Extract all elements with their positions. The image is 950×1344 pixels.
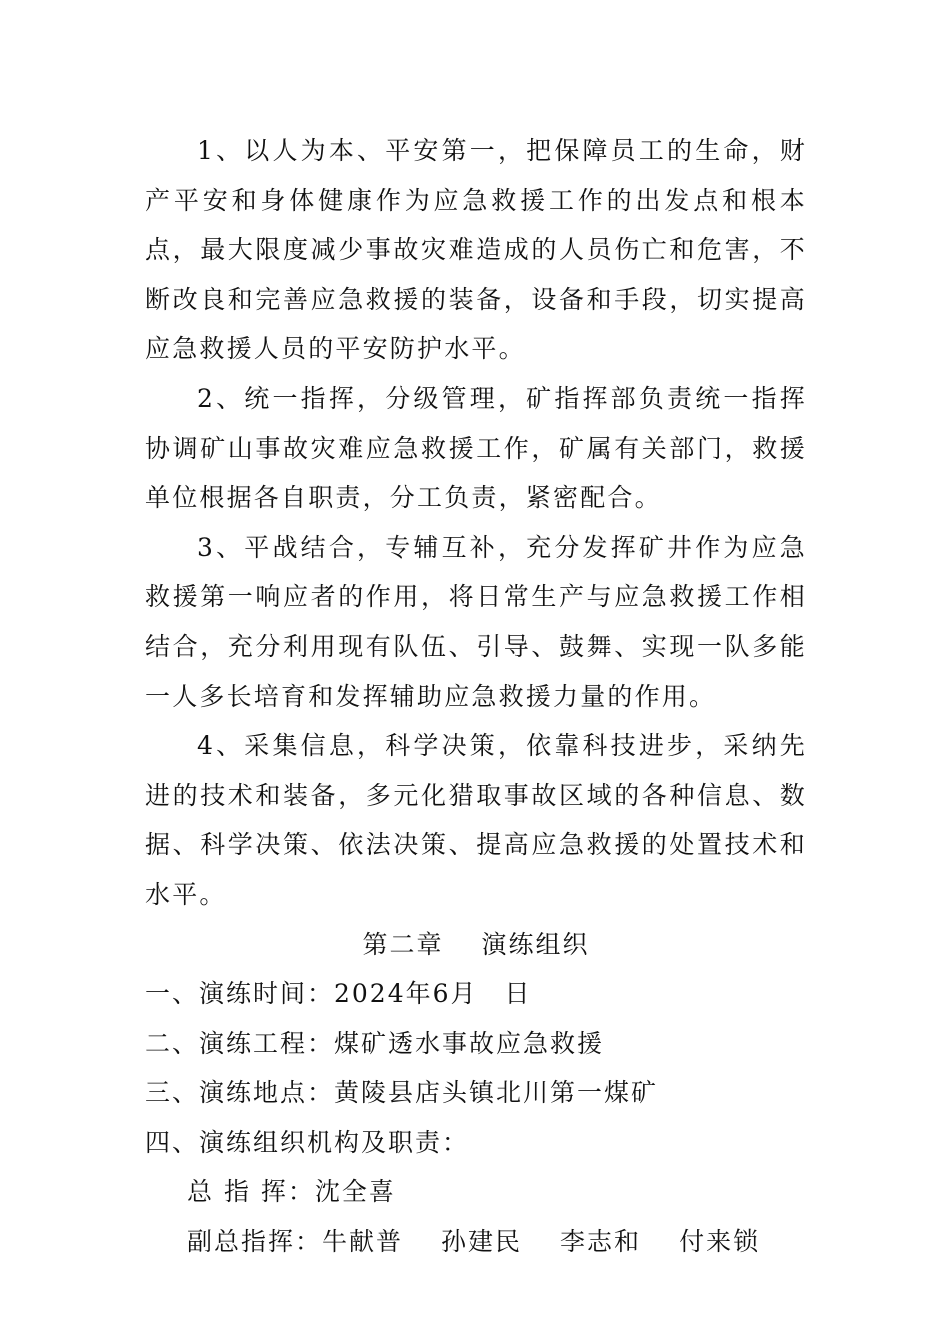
commander-line (145, 1167, 807, 1217)
principle-paragraph-4: 4、采集信息，科学决策，依靠科技进步，采纳先进的技术和装备，多元化猎取事故区域的各种信息、数据、科学决策、依法决策、提高应急救援的处置技术和水平。 (145, 731, 807, 909)
chapter-title: 演练组织 (481, 929, 590, 959)
principle-paragraph-3: 3、平战结合，专辅互补，充分发挥矿井作为应急救援第一响应者的作用，将日常生产与应急救援工作相结合，充分利用现有队伍、引导、鼓舞、实现一队多能一人多长培育和发挥辅助应急救援力量的作用。 (145, 532, 807, 711)
chapter-heading (145, 920, 807, 970)
commander-name: 沈全喜 (314, 1177, 396, 1207)
commander-label: 总 指 挥： (187, 1177, 315, 1207)
deputy-name: 牛献普 (322, 1227, 404, 1257)
drill-time: 一、演练时间：2024年6月 日 (145, 979, 532, 1009)
drill-location: 三、演练地点：黄陵县店头镇北川第一煤矿 (145, 1078, 659, 1108)
deputy-name: 付来锁 (679, 1227, 761, 1257)
principle-paragraph-1: 1、以人为本、平安第一，把保障员工的生命，财产平安和身体健康作为应急救援工作的出发点和根本点，最大限度减少事故灾难造成的人员伤亡和危害，不断改良和完善应急救援的装备，设备和手段，切实提高应急救援人员的平安防护水平。 (145, 136, 807, 364)
deputy-label: 副总指挥： (187, 1227, 323, 1257)
document-page (145, 126, 807, 1267)
deputy-name: 孙建民 (441, 1227, 523, 1257)
drill-project: 二、演练工程：煤矿透水事故应急救援 (145, 1028, 605, 1058)
deputy-commander-line (145, 1217, 807, 1267)
drill-organization: 四、演练组织机构及职责： (145, 1127, 470, 1157)
deputy-name: 李志和 (560, 1227, 642, 1257)
principle-paragraph-2: 2、统一指挥，分级管理，矿指挥部负责统一指挥协调矿山事故灾难应急救援工作，矿属有关部门，救援单位根据各自职责，分工负责，紧密配合。 (145, 383, 807, 513)
chapter-number: 第二章 (362, 929, 444, 959)
